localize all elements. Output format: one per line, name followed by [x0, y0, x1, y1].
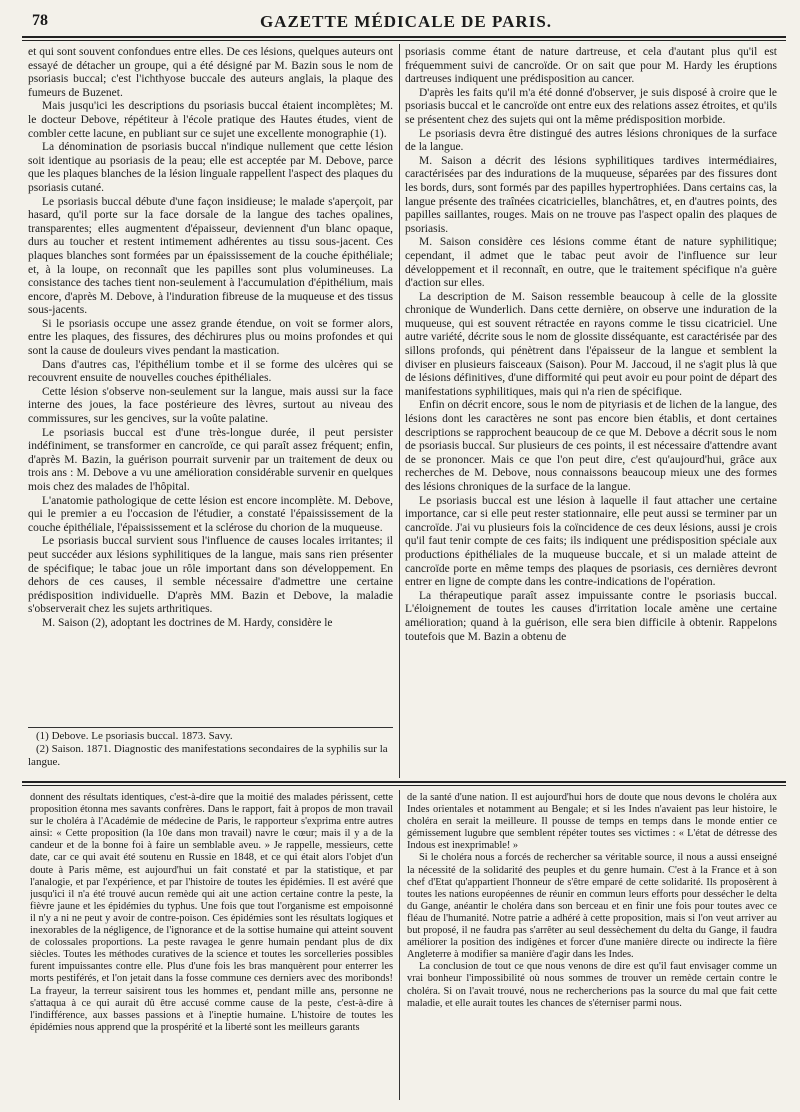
footnote-1: (1) Debove. Le psoriasis buccal. 1873. Savy. [36, 730, 233, 742]
header-rule-thick [22, 36, 786, 38]
paragraph: La thérapeutique paraît assez impuissante contre le psoriasis buccal. L'éloignement de toutes les causes d'irritation locale amène une certaine amélioration; quand à la guérison, elle sera bien difficile à obtenir. Rappelons toutefois que M. Bazin a obtenu de [405, 589, 777, 643]
paragraph: M. Saison a décrit des lésions syphilitiques tardives intermédiaires, caractérisées par des indurations de la muqueuse, séparées par des fissures dont les bords, durs, sont formés par des papilles hypertrophiées. Dans certains cas, la langue présente des traînées cicatricielles, blanchâtres, et, en d'autres points, des papilles saillantes, rouges. Mais on ne trouve pas l'aspect opalin des plaques de psoriasis. [405, 154, 777, 235]
footnote-2: (2) Saison. 1871. Diagnostic des manifestations secondaires de la syphilis sur la langue. [28, 742, 388, 768]
paragraph: Le psoriasis buccal est d'une très-longue durée, il peut persister indéfiniment, se transformer en cancroïde, ce qui paraît assez fréquent; enfin, d'après M. Bazin, la guérison pourrait survenir par un traitement de deux ou trois ans : M. Debove a vu une amélioration considérable survenir en quelques mois chez des malades de l'hôpital. [28, 426, 393, 493]
paragraph: M. Saison (2), adoptant les doctrines de M. Hardy, considère le [42, 616, 333, 629]
paragraph: Dans d'autres cas, l'épithélium tombe et il se forme des ulcères qui se recouvrent ensuite de nouvelles couches épithéliales. [28, 358, 393, 385]
feuilleton-column-left [30, 792, 393, 1100]
paragraph: La conclusion de tout ce que nous venons de dire est qu'il faut envisager comme un vrai bonheur l'impossibilité où nous sommes de trouver un remède certain contre le choléra. Si on l'avait trouvé, nous ne rechercherions pas la source du mal que fait cette maladie, et elle aurait toutes les chances de s'éterniser parmi nous. [407, 961, 777, 1009]
feuilleton-column-right [407, 792, 777, 1100]
page-header [30, 12, 782, 36]
feuilleton-divider [399, 790, 400, 1100]
paragraph: de la santé d'une nation. Il est aujourd'hui hors de doute que nous devons le choléra aux Indes orientales et notamment au Bengale; et si les Indes n'avaient pas leur histoire, le choléra en serait la meilleure. Il pousse de temps en temps dans le monde entier ce gémissement lugubre que semblent répéter toutes ses victimes : « L'état de détresse des Indous est inexprimable! » [407, 792, 777, 852]
paragraph: Si le psoriasis occupe une assez grande étendue, on voit se former alors, entre les plaques, des fissures, des déchirures plus ou moins profondes et qui sont la cause de douleurs vives pendant la mastication. [28, 317, 393, 358]
footnotes [28, 730, 393, 768]
paragraph: Si le choléra nous a forcés de rechercher sa véritable source, il nous a aussi enseigné la nécessité de la solidarité des peuples et du genre humain. C'est à la France et à son chef d'Etat qu'appartient l'honneur de s'être emparé de cette solidarité. Ils proposèrent à toutes les nations européennes de réunir en commun leurs efforts pour dessécher le delta du Gange, anéantir le choléra dans son berceau et en finir une fois pour toutes avec ce fléau de l'humanité. Notre patrie a adhéré à cette proposition, mais si l'on veut arriver au but proposé, il ne faudra pas s'arrêter au seul dessèchement du delta du Gange, il faudra améliorer la position des indigènes et forcer d'une manière directe ou indirecte la fière Angleterre à modifier sa manière d'agir dans les Indes. [407, 852, 777, 961]
paragraph: donnent des résultats identiques, c'est-à-dire que la moitié des malades périssent, cette proposition étonna mes savants confrères. Dans le rapport, fait à propos de mon travail sur le choléra à l'Académie de médecine de Paris, le rapporteur s'exprima entre autres ainsi: « Cette proposition (la 10e dans mon travail) navre le cœur; mais il y a de la candeur et de la bonne foi à faire un semblable aveu. » Je rappelle, messieurs, cette date, car ce qui avait été soutenu en Russie en 1848, et ce qui était alors l'objet d'un doute à Paris même, est aujourd'hui un fait constaté et par la statistique, et par l'analogie, et par l'expérience, et par l'histoire de toutes les épidémies. Il est avéré que jusqu'ici il n'a été trouvé aucun remède qui ait une action certaine contre la peste, la fièvre jaune et les épidémies du typhus. Une fois que tout l'organisme est empoisonné il n'y a ni ne peut y avoir de contre-poison. Ces épidémies sont les résultats logiques et inexorables de la négligence, de l'ignorance et de la sottise humaine qui atteint souvent de colossales proportions. La peste ravagea le genre humain pendant plus de dix siècles. Toutes les méthodes curatives de la science et toutes les sorcelleries possibles furent impuissantes contre elle. Plus d'une fois les bras manquèrent pour enterrer les morts pestiférés, et l'on jetait dans la fosse commune ces derniers avec des moribonds! La frayeur, la terreur saisirent tous les hommes et, pendant mille ans, personne ne s'attaqua à ce qui aurait dû être accusé comme cause de la peste, c'est-à-dire à l'indifférence, aux basses passions et à l'ineptie humaine. L'histoire de toutes les épidémies nous apprend que la prospérité et la liberté sont les meilleurs garants [30, 792, 393, 1033]
footnote-divider [28, 727, 393, 728]
section-rule-thick [22, 781, 786, 783]
paragraph: M. Saison considère ces lésions comme étant de nature syphilitique; cependant, il admet que le tabac peut avoir de l'influence sur leur développement et il reconnaît, en outre, que le traitement spécifique n'a guère d'action sur elles. [405, 236, 777, 290]
paragraph: La dénomination de psoriasis buccal n'indique nullement que cette lésion soit identique au psoriasis de la peau; elle est acceptée par M. Debove, parce que les plaques blanches de la lésion linguale rappellent l'aspect des plaques du psoriasis cutané. [28, 141, 393, 194]
paragraph: L'anatomie pathologique de cette lésion est encore incomplète. M. Debove, qui le premier a eu l'occasion de l'étudier, a constaté l'épaississement de la couche épithéliale, l'épaississement et la sclérose du chorion de la muqueuse. [28, 494, 393, 534]
paragraph: Le psoriasis buccal survient sous l'influence de causes locales irritantes; il peut succéder aux lésions syphilitiques de la langue, mais sans rien présenter de spécifique; le tabac joue un rôle important dans son développement. En dehors de ces causes, il semble nécessaire d'admettre une certaine prédisposition individuelle. D'après MM. Bazin et Debove, la maladie s'observerait chez les sujets arthritiques. [28, 535, 393, 616]
page-number: 78 [32, 12, 48, 29]
paragraph: Le psoriasis devra être distingué des autres lésions chroniques de la surface de la langue. [405, 127, 777, 154]
section-rule-thin [22, 785, 786, 786]
paragraph: et qui sont souvent confondues entre elles. De ces lésions, quelques auteurs ont essayé de détacher un groupe, qui a été désigné par M. Bazin sous le nom de psoriasis buccal; c'est l'ichthyose buccale des auteurs anglais, la plaque des fumeurs de Buzenet. [28, 46, 393, 99]
article-column-left [28, 46, 393, 726]
paragraph: La description de M. Saison ressemble beaucoup à celle de la glossite chronique de Wunderlich. Dans cette dernière, on observe une induration de la muqueuse, qui est souvent rétractée en rayons comme le tissu cicatriciel. Une autre variété, décrite sous le nom de glossite disséquante, est caractérisée par des sillons profonds, qui pénètrent dans l'épaisseur de la langue et semblent la diviser en plusieurs faisceaux (Saison). Pour M. Jaccoud, il ne s'agit plus là que de lésions définitives, d'une difformité qui peut avoir eu pour point de départ des manifestations syphilitiques, mais qui n'a rien de spécifique. [405, 290, 777, 398]
paragraph: D'après les faits qu'il m'a été donné d'observer, je suis disposé à croire que le psoriasis buccal et le cancroïde ont entre eux des relations assez étroites, et qu'ils se présentent chez des sujets qui ont la même prédisposition morbide. [405, 86, 777, 126]
paragraph: Cette lésion s'observe non-seulement sur la langue, mais aussi sur la face interne des joues, la face postérieure des lèvres, surtout au niveau des commissures, sur les gencives, sur la voûte palatine. [28, 385, 393, 426]
paragraph: Enfin on décrit encore, sous le nom de pityriasis et de lichen de la langue, des lésions dont les caractères ne sont pas encore bien établis, et dont certaines descriptions se rapprochent beaucoup de ce que M. Debove a décrit sous le nom de psoriasis buccal. Sur plusieurs de ces points, il est nécessaire d'attendre avant de se prononcer. Mais ce que l'on peut dire, c'est qu'aujourd'hui, grâce aux recherches de M. Debove, nous connaissons beaucoup mieux une des formes des lésions chroniques de la surface de la langue. [405, 399, 777, 493]
journal-title: GAZETTE MÉDICALE DE PARIS. [259, 12, 553, 31]
article-column-right [405, 46, 777, 778]
paragraph: Le psoriasis buccal est une lésion à laquelle il faut attacher une certaine importance, car si elle peut rester stationnaire, elle peut aussi se terminer par un cancroïde. J'ai vu plusieurs fois la coïncidence de ces deux lésions, aussi je crois qu'il faut tenir compte de ces faits; ils indiquent une prédisposition spéciale aux productions épithéliales de la muqueuse buccale, et si un malade atteint de cancroïde porte en même temps des plaques de psoriasis, ces dernières devront entrer en ligne de compte dans les contre-indications de l'opération. [405, 494, 777, 589]
header-rule-thin [22, 40, 786, 41]
paragraph: psoriasis comme étant de nature dartreuse, et cela d'autant plus qu'il est fréquemment suivi de cancroïde. Or on sait que pour M. Hardy les éruptions dartreuses indiquent une prédisposition au cancer. [405, 46, 777, 86]
paragraph: Le psoriasis buccal débute d'une façon insidieuse; le malade s'aperçoit, par hasard, qu'il porte sur la face dorsale de la langue des taches opalines, transparentes; elles augmentent d'épaisseur, deviennent d'un blanc opaque, durs au toucher et restent intimement adhérentes au tissu sous-jacent. Ces plaques blanches sont formées par un épaississement de la couche épithéliale; et, à la loupe, on reconnaît que les papilles sont plus volumineuses. La consistance des taches tient non-seulement à l'accumulation d'épithélium, mais encore, d'après M. Debove, à l'induration fibreuse de la muqueuse et des tissus sous-jacents. [28, 195, 393, 317]
paragraph: Mais jusqu'ici les descriptions du psoriasis buccal étaient incomplètes; M. le docteur Debove, répétiteur à l'école pratique des Hautes études, vient de combler cette lacune, en publiant sur ce sujet une excellente monographie (1). [28, 100, 393, 140]
column-divider [399, 44, 400, 778]
